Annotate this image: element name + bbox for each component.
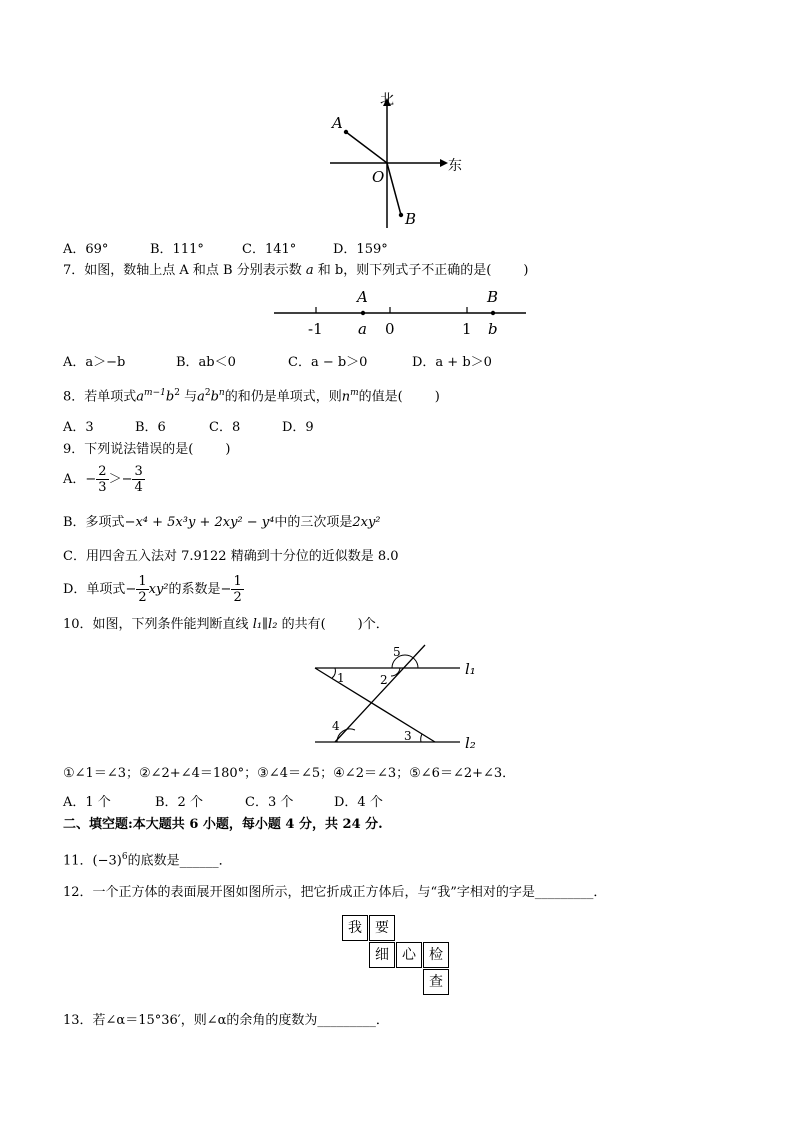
point-a-label: A: [332, 114, 343, 132]
q9-option-a: A．− $\frac{2}{3}$ ＞− $\frac{3}{4}$: [63, 464, 143, 495]
q7-option-a: A．a＞−b: [63, 355, 126, 370]
q7-option-b: B．ab＜0: [176, 355, 236, 370]
line-l1-label: l₁: [465, 660, 476, 678]
axis-zero: 0: [385, 320, 395, 338]
parallel-lines-figure: [305, 640, 495, 755]
q11-text: 11．$(-3)^6$的底数是______．: [63, 852, 232, 869]
q8-stem: 8．若单项式$a^{m-1}b^2$ 与$a^2b^n$的和仍是单项式，则$n^m$的值是( ): [63, 388, 440, 405]
q6-option-b: B．111°: [150, 242, 204, 257]
net-cell-wo: 我: [342, 915, 368, 941]
q9-option-d: D．单项式− $\frac{1}{2}$ xy²的系数是− $\frac{1}{2}$: [63, 574, 242, 605]
q10-conditions: ①∠1＝∠3；②∠2+∠4＝180°；③∠4＝∠5；④∠2＝∠3；⑤∠6＝∠2+∠3．: [63, 766, 516, 781]
compass-figure: [330, 90, 470, 230]
angle-5-label: 5: [393, 645, 401, 659]
east-label: 东: [448, 158, 462, 174]
net-cell-xi: 细: [369, 942, 395, 968]
axis-b-upper: B: [487, 288, 499, 306]
q10-option-a: A．1 个: [63, 795, 111, 810]
q12-text: 12．一个正方体的表面展开图如图所示，把它折成正方体后，与“我”字相对的字是_________．: [63, 885, 607, 900]
q8-option-d: D．9: [282, 420, 314, 435]
q10-stem: 10．如图，下列条件能判断直线 l₁∥l₂ 的共有( )个．: [63, 617, 389, 632]
q10-option-c: C．3 个: [245, 795, 294, 810]
axis-a-upper: A: [357, 288, 368, 306]
q8-option-a: A．3: [63, 420, 94, 435]
axis-one: 1: [462, 320, 472, 338]
point-o-label: O: [372, 168, 385, 186]
q10-option-d: D．4 个: [334, 795, 383, 810]
angle-3-label: 3: [404, 729, 412, 743]
q7-option-d: D．a + b＞0: [412, 355, 492, 370]
point-b-label: B: [405, 210, 417, 228]
q9-option-c: C．用四舍五入法对 7.9122 精确到十分位的近似数是 8.0: [63, 549, 399, 564]
line-l2-label: l₂: [465, 734, 476, 752]
q7-stem: 7．如图，数轴上点 A 和点 B 分别表示数 a 和 b，则下列式子不正确的是( ): [63, 263, 529, 278]
q9-stem: 9．下列说法错误的是( ): [63, 442, 231, 457]
net-cell-xin: 心: [396, 942, 422, 968]
north-label: 北: [380, 92, 394, 108]
net-cell-jian: 检: [423, 942, 449, 968]
net-cell-yao: 要: [369, 915, 395, 941]
number-line-figure: [270, 286, 530, 342]
q10-option-b: B．2 个: [155, 795, 203, 810]
net-cell-cha: 查: [423, 969, 449, 995]
q6-option-c: C．141°: [242, 242, 297, 257]
axis-neg1: -1: [308, 320, 323, 338]
angle-4-label: 4: [332, 719, 340, 733]
q6-option-d: D．159°: [333, 242, 388, 257]
q8-option-c: C．8: [209, 420, 241, 435]
section-2-heading: 二、填空题:本大题共 6 小题，每小题 4 分，共 24 分.: [63, 817, 383, 832]
q8-option-b: B．6: [135, 420, 166, 435]
q6-option-a: A．69°: [63, 242, 109, 257]
q13-text: 13．若∠α＝15°36′，则∠α的余角的度数为_________．: [63, 1013, 389, 1028]
q7-option-c: C．a − b＞0: [288, 355, 368, 370]
axis-b-lower: b: [488, 320, 498, 338]
q9-option-b: B．多项式−x⁴ + 5x³y + 2xy² − y⁴中的三次项是2xy²: [63, 515, 381, 530]
cube-net: [340, 914, 452, 998]
axis-a-lower: a: [358, 320, 367, 338]
angle-2-label: 2: [380, 673, 388, 687]
angle-1-label: 1: [337, 671, 345, 685]
